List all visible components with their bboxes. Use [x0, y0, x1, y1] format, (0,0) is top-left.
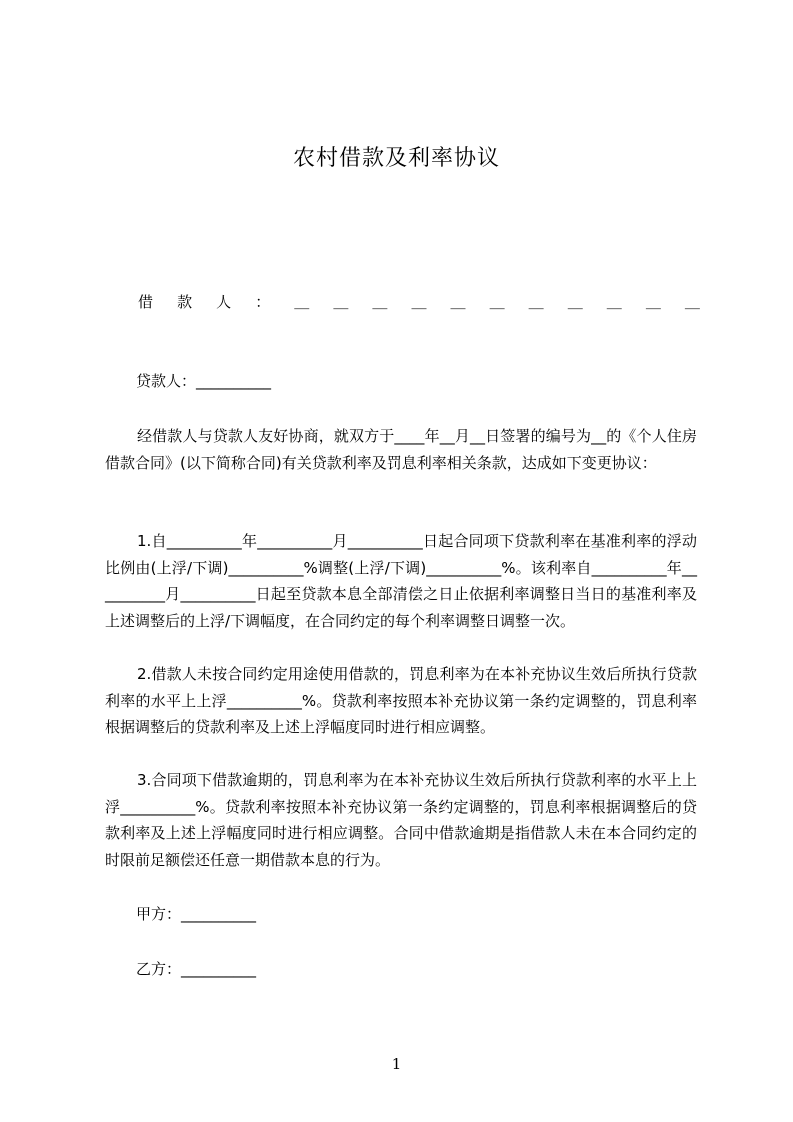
borrower-char: 款 — [177, 292, 193, 311]
borrower-blank: ＿ — [294, 292, 310, 311]
party-b-line: 乙方：__________ — [136, 960, 257, 978]
borrower-blank: ＿ — [567, 292, 583, 311]
borrower-blank: ＿ — [333, 292, 349, 311]
clause-3: 3.合同项下借款逾期的，罚息利率为在本补充协议生效后所执行贷款利率的水平上上浮__________%。贷款利率按照本补充协议第一条约定调整的，罚息利率根据调整后的贷款利率及上述上浮幅度同时进行相应调整。合同中借款逾期是指借款人未在本合同约定的时限前足额偿还任意一期借款本息的行为。 — [105, 771, 697, 869]
clause-2: 2.借款人未按合同约定用途使用借款的，罚息利率为在本补充协议生效后所执行贷款利率的水平上上浮__________%。贷款利率按照本补充协议第一条约定调整的，罚息利率根据调整后的贷款利率及上述上浮幅度同时进行相应调整。 — [105, 665, 697, 736]
party-a-line: 甲方：__________ — [136, 905, 257, 923]
page-number: 1 — [391, 1055, 402, 1073]
document-title: 农村借款及利率协议 — [292, 146, 500, 171]
borrower-char: 借 — [138, 292, 154, 311]
borrower-blank: ＿ — [489, 292, 505, 311]
clause-1: 1.自__________年__________月__________日起合同项下贷款利率在基准利率的浮动比例由(上浮/下调)__________%调整(上浮/下调)__________%。该利率自__________年__________月__________日起至贷款本息全部清偿之日止依据利率调整日当日的基准利率及上述调整后的上浮/下调幅度，在合同约定的每个利率调整日调整一次。 — [105, 532, 697, 630]
borrower-blank: ＿ — [450, 292, 466, 311]
borrower-blank: ＿ — [606, 292, 622, 311]
borrower-blank: ＿ — [372, 292, 388, 311]
borrower-char: ： — [255, 292, 271, 311]
borrower-line — [138, 290, 700, 312]
intro-paragraph: 经借款人与贷款人友好协商，就双方于____年__月__日签署的编号为__的《个人住房借款合同》(以下简称合同)有关贷款利率及罚息利率相关条款，达成如下变更协议： — [105, 427, 697, 472]
borrower-blank: ＿ — [528, 292, 544, 311]
borrower-blank: ＿ — [645, 292, 661, 311]
borrower-blank: ＿ — [684, 292, 700, 311]
borrower-char: 人 — [216, 292, 232, 311]
borrower-blank: ＿ — [411, 292, 427, 311]
lender-line: 贷款人：__________ — [136, 372, 272, 390]
